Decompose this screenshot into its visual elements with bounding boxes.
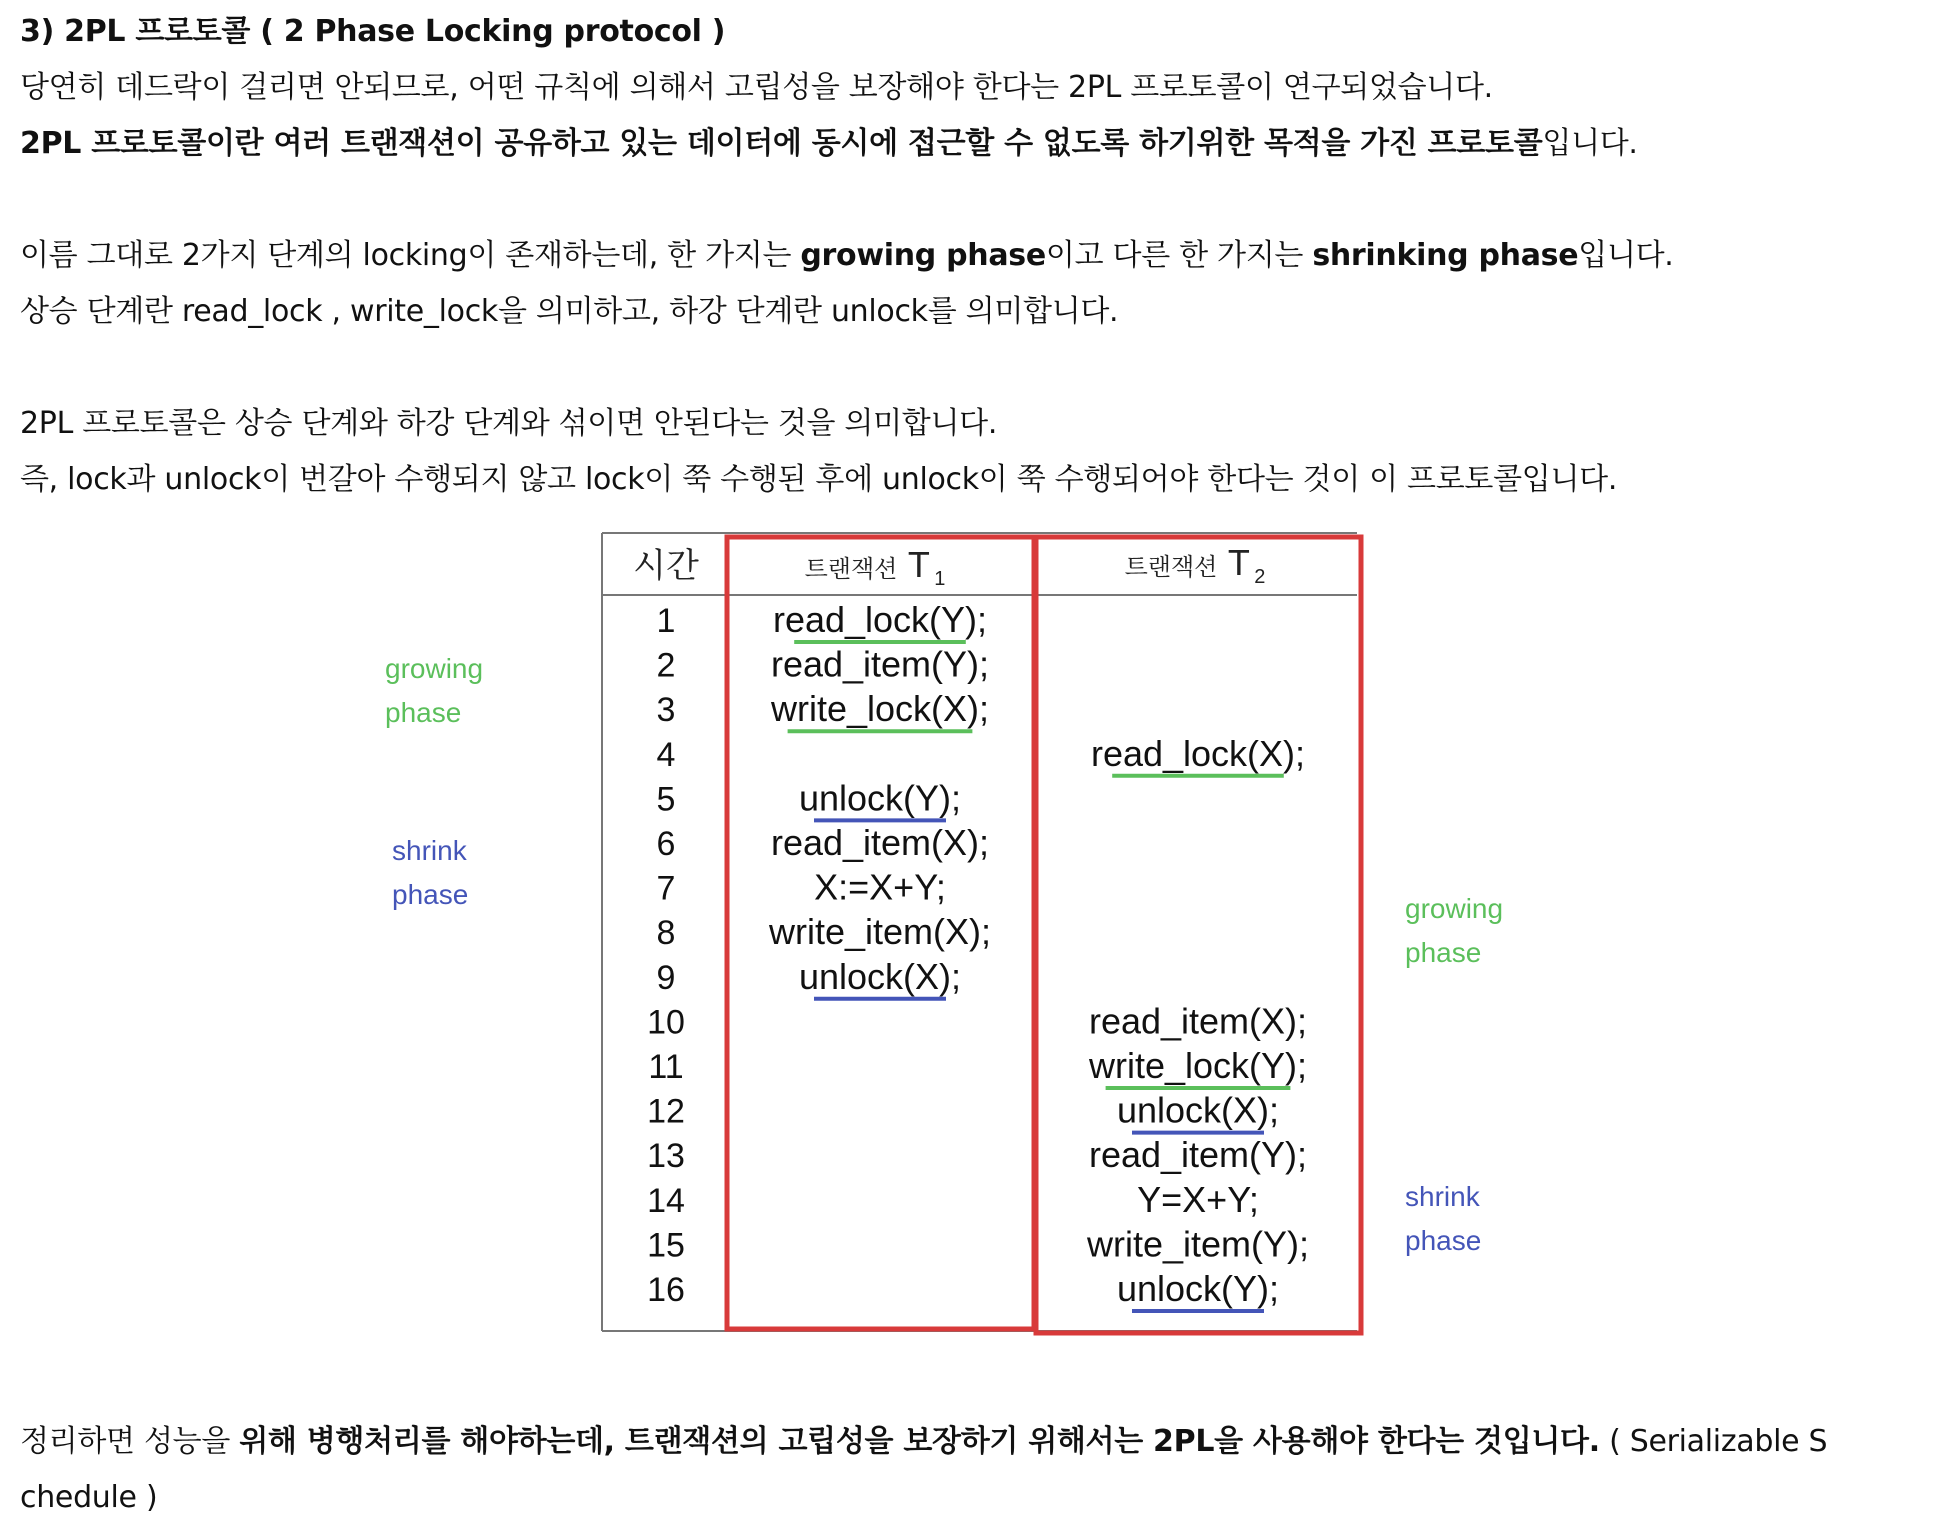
left-shrink-phase-word: phase	[392, 879, 469, 910]
paragraph-two-phases	[20, 236, 1674, 276]
section-heading: 3) 2PL 프로토콜 ( 2 Phase Locking protocol )	[20, 14, 726, 49]
growing-phase-term: growing phase	[800, 238, 1046, 273]
header-transaction-t1	[805, 544, 946, 590]
t1-operation: unlock(X);	[798, 955, 962, 997]
phases-text-a: 이름 그대로 2가지 단계의 locking이 존재하는데, 한 가지는	[20, 238, 801, 273]
time-step-12: 12	[647, 1092, 685, 1131]
t2-operation: unlock(X);	[1116, 1089, 1280, 1131]
t2-operation: write_lock(Y);	[1088, 1045, 1308, 1086]
right-shrink-phase-label	[1405, 1175, 1481, 1263]
paragraph-2pl-definition	[20, 124, 1638, 164]
left-growing-phase-label	[385, 647, 483, 735]
t1-operation: write_item(X);	[768, 911, 992, 953]
right-shrink-phase-word: phase	[1405, 1225, 1482, 1256]
time-step-8: 8	[656, 914, 676, 953]
2pl-schedule-figure	[385, 525, 1520, 1345]
time-step-16: 16	[647, 1271, 685, 1309]
header-t2-symbol: T	[1227, 542, 1250, 583]
time-step-11: 11	[648, 1048, 684, 1086]
summary-text-a: 정리하면 성능을	[20, 1424, 240, 1459]
header-t1-subscript: 1	[934, 568, 946, 590]
time-step-4: 4	[656, 735, 676, 774]
right-growing-phase-label	[1405, 887, 1503, 975]
time-step-3: 3	[656, 691, 676, 730]
schedule-table-svg	[480, 525, 1520, 1345]
schedule-rows	[647, 599, 1309, 1311]
header-t1-symbol: T	[907, 544, 930, 585]
time-step-9: 9	[656, 958, 676, 997]
t2-operation: write_item(Y);	[1086, 1223, 1310, 1265]
time-step-10: 10	[647, 1003, 685, 1042]
paragraph-lock-order: 즉, lock과 unlock이 번갈아 수행되지 않고 lock이 쭉 수행된 후에 unlock이 쭉 수행되어야 한다는 것이 이 프로토콜입니다.	[20, 462, 1618, 497]
t2-operation: read_item(Y);	[1088, 1134, 1308, 1176]
left-shrink-word: shrink	[392, 835, 467, 866]
header-t2-label: 트랜잭션	[1124, 553, 1218, 581]
paragraph-no-mixing: 2PL 프로토콜은 상승 단계와 하강 단계와 섞이면 안된다는 것을 의미합니다.	[20, 406, 998, 441]
t1-operation: read_item(Y);	[770, 643, 990, 685]
t1-operation: write_lock(X);	[770, 688, 990, 730]
paragraph-phase-meaning: 상승 단계란 read_lock , write_lock을 의미하고, 하강 단계란 unlock를 의미합니다.	[20, 294, 1119, 329]
header-t2-subscript: 2	[1254, 566, 1266, 588]
time-step-7: 7	[656, 869, 676, 908]
time-step-2: 2	[656, 646, 676, 685]
t1-operation: read_lock(Y);	[772, 599, 988, 640]
definition-tail-text: 입니다.	[1542, 126, 1638, 161]
right-shrink-word: shrink	[1405, 1181, 1480, 1212]
header-transaction-t2	[1125, 542, 1266, 588]
right-growing-phase-word: phase	[1405, 937, 1482, 968]
t2-operation: read_item(X);	[1088, 1000, 1308, 1042]
t1-operation: read_item(X);	[770, 822, 990, 863]
left-growing-word: growing	[385, 653, 484, 684]
t2-operation: unlock(Y);	[1116, 1268, 1280, 1309]
summary-text-c: ( Serializable S	[1599, 1424, 1828, 1459]
time-step-5: 5	[656, 780, 676, 819]
paragraph-summary-continued: chedule )	[20, 1480, 158, 1515]
summary-bold-text: 위해 병행처리를 해야하는데, 트랜잭션의 고립성을 보장하기 위해서는 2PL을 사용해야 한다는 것입니다.	[239, 1424, 1600, 1459]
phases-text-e: 입니다.	[1578, 238, 1674, 273]
header-time: 시간	[633, 546, 699, 586]
time-step-13: 13	[647, 1137, 685, 1176]
t1-operation: unlock(Y);	[798, 777, 962, 819]
time-step-6: 6	[656, 825, 676, 863]
time-step-15: 15	[647, 1226, 685, 1265]
definition-bold-text: 2PL 프로토콜이란 여러 트랜잭션이 공유하고 있는 데이터에 동시에 접근할 수 없도록 하기위한 목적을 가진 프로토콜	[20, 126, 1543, 161]
t2-operation: Y=X+Y;	[1137, 1178, 1259, 1220]
paragraph-deadlock: 당연히 데드락이 걸리면 안되므로, 어떤 규칙에 의해서 고립성을 보장해야 한다는 2PL 프로토콜이 연구되었습니다.	[20, 70, 1493, 105]
right-growing-word: growing	[1405, 893, 1504, 924]
left-growing-phase-word: phase	[385, 697, 462, 728]
time-step-14: 14	[647, 1181, 685, 1220]
t1-operation: X:=X+Y;	[814, 866, 946, 908]
shrinking-phase-term: shrinking phase	[1312, 238, 1579, 273]
phases-text-c: 이고 다른 한 가지는	[1045, 238, 1313, 273]
left-shrink-phase-label	[392, 829, 468, 917]
t2-operation: read_lock(X);	[1090, 732, 1306, 774]
paragraph-summary	[20, 1422, 1827, 1462]
header-t1-label: 트랜잭션	[804, 555, 898, 583]
time-step-1: 1	[656, 602, 676, 640]
